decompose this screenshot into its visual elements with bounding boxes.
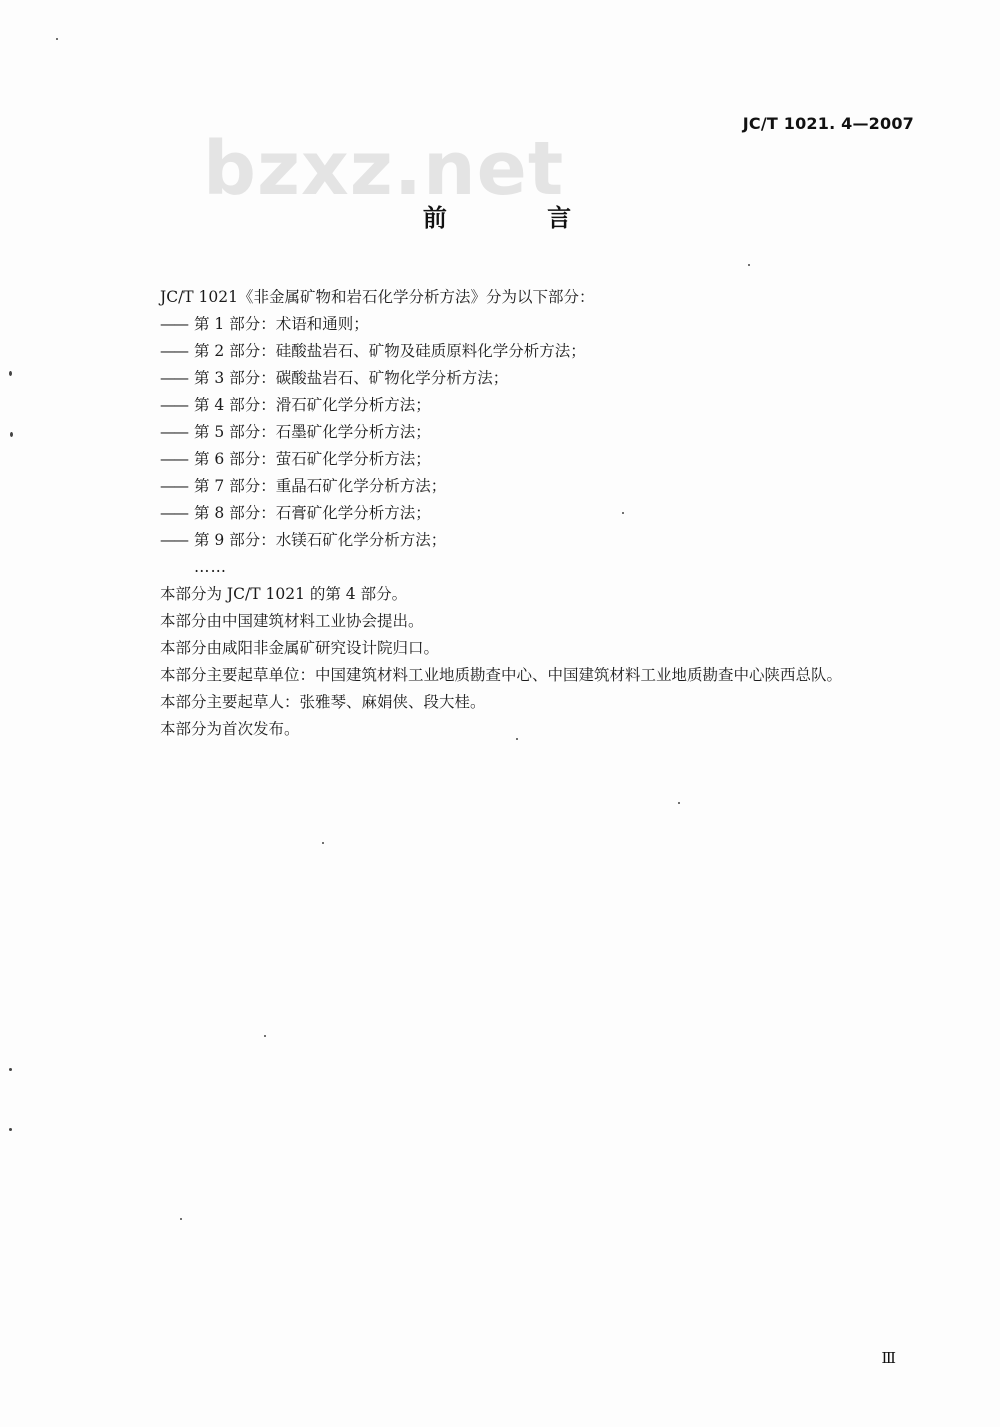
centralized-by-statement: 本部分由咸阳非金属矿研究设计院归口。 [160,639,440,657]
part-text: 第 1 部分：术语和通则； [194,315,369,333]
em-dash: —— [160,477,187,495]
list-item [126,365,916,392]
drafting-units-statement: 本部分主要起草单位：中国建筑材料工业地质勘查中心、中国建筑材料工业地质勘查中心陕西总队。 [160,666,843,684]
part-text: 第 2 部分：硅酸盐岩石、矿物及硅质原料化学分析方法； [194,342,586,360]
em-dash: —— [160,450,187,468]
list-item [126,473,916,500]
scan-speck [748,264,750,266]
watermark-text: bzxz.net [203,126,565,212]
list-item [126,392,916,419]
em-dash: —— [160,369,187,387]
list-item [126,500,916,527]
part-text: 第 4 部分：滑石矿化学分析方法； [194,396,431,414]
list-item [126,338,916,365]
part-of-statement: 本部分为 JC/T 1021 的第 4 部分。 [160,585,408,603]
foreword-body [126,284,916,743]
em-dash: —— [160,504,187,522]
list-item [126,419,916,446]
em-dash: —— [160,531,187,549]
standard-code: JC/T 1021. 4—2007 [742,114,914,133]
page-number: Ⅲ [881,1349,896,1367]
list-ellipsis: …… [194,558,227,576]
em-dash: —— [160,342,187,360]
list-item [126,446,916,473]
part-text: 第 7 部分：重晶石矿化学分析方法； [194,477,447,495]
scan-speck [516,738,518,740]
scan-speck [9,1128,12,1131]
scan-speck [9,1068,12,1071]
list-item [126,311,916,338]
part-text: 第 3 部分：碳酸盐岩石、矿物化学分析方法； [194,369,509,387]
scan-speck [9,371,12,376]
scan-speck [622,512,624,514]
list-item [126,527,916,554]
scan-speck [264,1035,266,1037]
page-title: 前 言 [422,204,618,232]
scan-speck [56,38,58,40]
part-text: 第 6 部分：萤石矿化学分析方法； [194,450,431,468]
part-text: 第 5 部分：石墨矿化学分析方法； [194,423,431,441]
scan-speck [678,802,680,804]
scan-speck [10,432,13,437]
part-text: 第 9 部分：水镁石矿化学分析方法； [194,531,447,549]
em-dash: —— [160,423,187,441]
em-dash: —— [160,315,187,333]
scan-speck [180,1218,182,1220]
parts-list [126,311,916,554]
em-dash: —— [160,396,187,414]
part-text: 第 8 部分：石膏矿化学分析方法； [194,504,431,522]
scan-speck [322,842,324,844]
proposed-by-statement: 本部分由中国建筑材料工业协会提出。 [160,612,424,630]
drafters-statement: 本部分主要起草人：张雅琴、麻娟侠、段大桂。 [160,693,486,711]
intro-paragraph: JC/T 1021《非金属矿物和岩石化学分析方法》分为以下部分： [160,288,595,306]
first-release-statement: 本部分为首次发布。 [160,720,300,738]
